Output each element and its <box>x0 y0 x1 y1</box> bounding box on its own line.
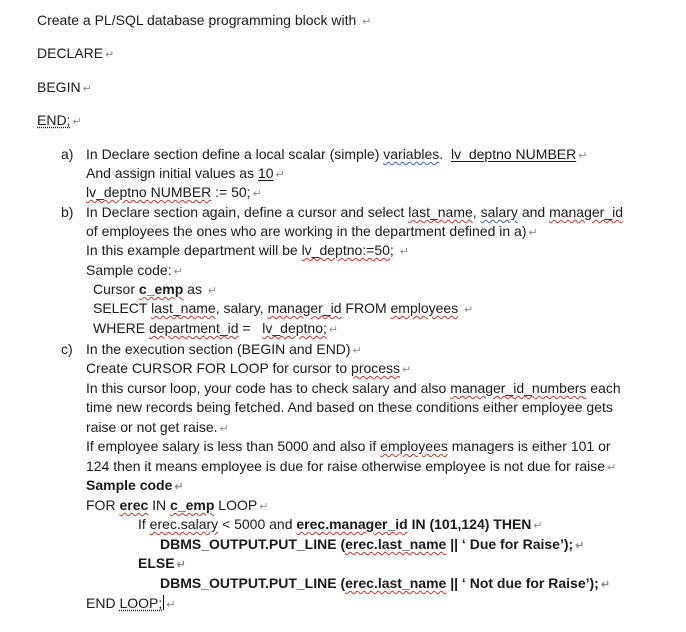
code-keyword: If <box>138 516 146 532</box>
spell-flagged-word: erec.last_name <box>345 575 447 591</box>
spell-flagged-word: erec.last_name <box>345 536 447 552</box>
paragraph-mark-icon: ↵ <box>166 599 176 611</box>
spell-flagged-word: last_name <box>408 204 473 220</box>
end-keyword: END; <box>37 112 71 128</box>
code-keyword: FROM <box>345 300 387 316</box>
text: := 50; <box>215 184 251 200</box>
paragraph-mark-icon: ↵ <box>105 49 115 61</box>
paragraph-mark-icon: ↵ <box>399 246 409 258</box>
paragraph-mark-icon: ↵ <box>575 540 585 552</box>
paragraph-mark-icon: ↵ <box>607 462 617 474</box>
paragraph-mark-icon: ↵ <box>328 324 339 336</box>
code-keyword: END <box>86 595 116 611</box>
text: Sample code <box>86 477 173 493</box>
item-b-line-3 <box>86 241 409 262</box>
text: each <box>590 380 621 396</box>
cursor-name: c_emp <box>170 497 215 513</box>
text: In Declare section define a local scalar (simple) <box>86 146 380 162</box>
item-c-line-3 <box>86 379 621 398</box>
paragraph-mark-icon: ↵ <box>82 83 92 95</box>
text: DBMS_OUTPUT.PUT_LINE ( <box>160 536 346 552</box>
declare-keyword: DECLARE <box>37 45 104 61</box>
paragraph-mark-icon: ↵ <box>275 169 285 181</box>
item-c-line-6 <box>86 437 611 456</box>
paragraph-mark-icon: ↵ <box>219 423 229 435</box>
variable-declaration: lv_deptno NUMBER <box>450 146 577 162</box>
text: Create CURSOR FOR LOOP for cursor to <box>86 360 348 376</box>
spell-flagged-word: process <box>351 360 401 376</box>
code-for-line <box>86 496 268 517</box>
text: || ‘ Not due for Raise’); <box>450 575 599 591</box>
list-label-a: a) <box>61 146 74 162</box>
text: = <box>242 320 251 336</box>
paragraph-mark-icon: ↵ <box>207 285 218 297</box>
code-keyword: FOR <box>86 497 116 513</box>
paragraph-mark-icon: ↵ <box>464 304 474 316</box>
spell-flagged-word: erec.manager_id <box>296 516 408 532</box>
paragraph-mark-icon: ↵ <box>533 520 543 532</box>
text: DBMS_OUTPUT.PUT_LINE ( <box>160 575 346 591</box>
code-keyword: ELSE <box>138 555 175 571</box>
begin-keyword: BEGIN <box>37 79 81 95</box>
text-cursor <box>163 595 164 610</box>
spell-flagged-word: manager_id <box>267 300 342 316</box>
declare-line <box>37 44 114 65</box>
paragraph-mark-icon: ↵ <box>578 150 588 162</box>
code-keyword: WHERE <box>93 320 146 336</box>
paragraph-mark-icon: ↵ <box>528 227 538 239</box>
text: 124 then it means employee is due for raise otherwise employee is not due for raise <box>86 458 606 474</box>
sample-code-heading <box>86 476 184 497</box>
paragraph-mark-icon: ↵ <box>176 559 186 571</box>
record-name: erec <box>119 497 149 513</box>
begin-line <box>37 78 92 99</box>
item-a-line-3 <box>86 183 262 204</box>
text: In the execution section (BEGIN and END) <box>86 341 351 357</box>
item-c-line-7 <box>86 457 616 478</box>
code-keyword: SELECT <box>93 300 148 316</box>
text: ; <box>389 242 394 258</box>
grammar-flagged-word: salary <box>480 204 518 220</box>
text: In this cursor loop, your code has to check salary and also <box>86 380 447 396</box>
variable-declaration: lv_deptno NUMBER <box>86 184 212 200</box>
list-label-c: c) <box>61 341 73 357</box>
code-keyword: LOOP; <box>119 595 163 611</box>
code-cursor-line <box>93 280 217 301</box>
list-label-b: b) <box>61 204 74 220</box>
paragraph-mark-icon: ↵ <box>362 16 372 28</box>
end-line <box>37 111 82 132</box>
item-b-line-4 <box>86 261 183 282</box>
spell-flagged-word: erec.salary <box>149 516 219 532</box>
item-a-line-1 <box>86 145 587 166</box>
spell-flagged-word: manager_id <box>549 204 623 220</box>
paragraph-mark-icon: ↵ <box>259 501 269 513</box>
item-c-line-2 <box>86 359 411 380</box>
item-b-line-2 <box>86 222 538 243</box>
text: managers is either 101 or <box>451 438 611 454</box>
spell-flagged-word: employees <box>390 300 459 316</box>
item-c-line-1 <box>86 340 362 361</box>
text: of employees the ones who are working in the department defined in a) <box>86 223 527 239</box>
cursor-name: c_emp <box>138 281 184 297</box>
paragraph-mark-icon: ↵ <box>402 364 412 376</box>
intro-text: Create a PL/SQL database programming block with <box>37 12 357 28</box>
text: If employee salary is less than 5000 and also if <box>86 438 377 454</box>
text: Sample code: <box>86 262 172 278</box>
spell-flagged-word: last_name <box>151 300 216 316</box>
text: . <box>439 146 444 162</box>
code-keyword: LOOP <box>218 497 258 513</box>
spell-flagged-word: manager_id_numbers <box>450 380 587 396</box>
paragraph-mark-icon: ↵ <box>173 266 183 278</box>
spell-flagged-word: lv_deptno; <box>262 320 327 336</box>
code-end-loop-line <box>86 594 175 615</box>
item-a-line-2 <box>86 164 285 185</box>
grammar-flagged-word: variables <box>383 146 440 162</box>
spell-flagged-word: department_id <box>149 320 239 336</box>
code-where-line <box>93 319 338 340</box>
text: and <box>521 204 546 220</box>
paragraph-mark-icon: ↵ <box>252 188 262 200</box>
spell-flagged-word: employees <box>380 438 448 454</box>
code-print-notdue-line <box>160 574 610 595</box>
code-select-line <box>93 299 473 320</box>
text: In this example department will be <box>86 242 298 258</box>
code-else-line <box>138 554 186 575</box>
paragraph-mark-icon: ↵ <box>600 579 611 591</box>
text: In Declare section again, define a cursor and select <box>86 204 405 220</box>
item-c-line-4 <box>86 398 613 417</box>
text: time new records being fetched. And based on these conditions either employee gets <box>86 399 613 415</box>
paragraph-mark-icon: ↵ <box>72 116 82 128</box>
text: IN (101,124) THEN <box>411 516 532 532</box>
spell-flagged-word: lv_deptno:=50 <box>301 242 390 258</box>
code-keyword: as <box>187 281 202 297</box>
text: , <box>472 204 477 220</box>
intro-line <box>37 11 371 32</box>
code-keyword: IN <box>152 497 167 513</box>
code-if-line <box>138 515 543 536</box>
item-c-line-5 <box>86 418 229 439</box>
text: raise or not get raise. <box>86 419 218 435</box>
text: , salary, <box>215 300 264 316</box>
text: < 5000 and <box>222 516 293 532</box>
paragraph-mark-icon: ↵ <box>352 345 362 357</box>
text: || ‘ Due for Raise’); <box>450 536 574 552</box>
text: And assign initial values as <box>86 165 255 181</box>
item-b-line-1 <box>86 203 623 222</box>
paragraph-mark-icon: ↵ <box>174 481 184 493</box>
code-keyword: Cursor <box>93 281 136 297</box>
initial-value: 10 <box>258 165 274 181</box>
code-print-due-line <box>160 535 584 556</box>
